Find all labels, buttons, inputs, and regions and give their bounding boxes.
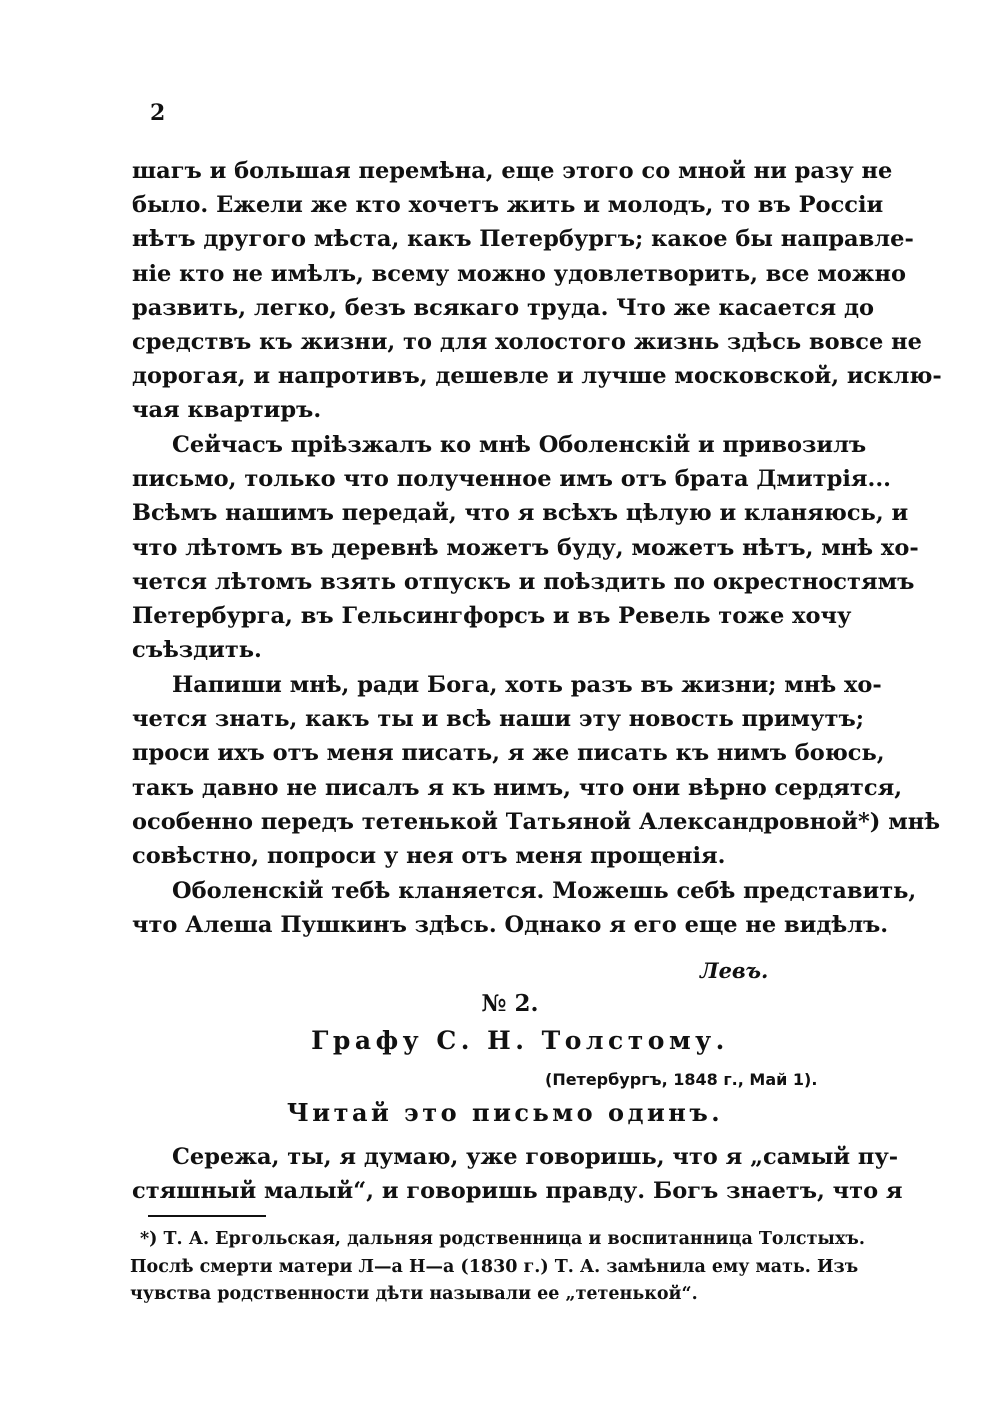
signature: Левъ. bbox=[700, 958, 769, 983]
footnote-divider bbox=[148, 1215, 266, 1217]
text-line: проси ихъ отъ меня писать, я же писать къ нимъ боюсь, bbox=[132, 740, 885, 767]
text-line: Всѣмъ нашимъ передай, что я всѣхъ цѣлую и кланяюсь, и bbox=[132, 500, 909, 527]
text-line: совѣстно, попроси у нея отъ меня прощенія. bbox=[132, 842, 726, 869]
paragraph-3 bbox=[132, 668, 941, 873]
text-line: Оболенскій тебѣ кланяется. Можешь себѣ представить, bbox=[172, 878, 917, 904]
text-line: средствъ къ жизни, то для холостого жизнь здѣсь вовсе не bbox=[132, 328, 922, 355]
paragraph-2 bbox=[132, 428, 919, 667]
text-line: что лѣтомъ въ деревнѣ можетъ буду, можетъ нѣтъ, мнѣ хо- bbox=[132, 534, 919, 561]
footnote-line: *) Т. А. Ергольская, дальняя родственница и воспитанница Толстыхъ. bbox=[140, 1229, 865, 1249]
text-line: такъ давно не писалъ я къ нимъ, что они вѣрно сердятся, bbox=[132, 774, 903, 801]
text-line: чая квартиръ. bbox=[132, 397, 322, 424]
text-line: Напиши мнѣ, ради Бога, хоть разъ въ жизни; мнѣ хо- bbox=[172, 672, 882, 698]
footnote-line: чувства родственности дѣти называли ее „тетенькой“. bbox=[130, 1284, 698, 1304]
page-number: 2 bbox=[150, 100, 166, 126]
text-line: письмо, только что полученное имъ отъ брата Дмитрія... bbox=[132, 466, 892, 493]
text-line: развить, легко, безъ всякаго труда. Что же касается до bbox=[132, 294, 874, 321]
text-line: особенно передъ тетенькой Татьяной Александровной*) мнѣ bbox=[132, 808, 941, 835]
text-line: что Алеша Пушкинъ здѣсь. Однако я его еще не видѣлъ. bbox=[132, 912, 889, 939]
letter-addressee: Графу С. Н. Толстому. bbox=[311, 1026, 729, 1055]
footnote-line: Послѣ смерти матери Л—а Н—а (1830 г.) Т. А. замѣнила ему мать. Изъ bbox=[130, 1256, 859, 1277]
letter-dateline: (Петербургъ, 1848 г., Май 1). bbox=[545, 1070, 818, 1089]
letter-instruction: Читай это письмо одинъ. bbox=[286, 1098, 724, 1127]
text-line: съѣздить. bbox=[132, 637, 262, 664]
text-line: Сейчасъ пріѣзжалъ ко мнѣ Оболенскій и привозилъ bbox=[172, 432, 867, 458]
text-line: было. Ежели же кто хочетъ жить и молодъ, то въ Россіи bbox=[132, 192, 884, 219]
text-line: нѣтъ другого мѣста, какъ Петербургъ; какое бы направле- bbox=[132, 226, 914, 253]
text-line: Сережа, ты, я думаю, уже говоришь, что я „самый пу- bbox=[172, 1144, 899, 1170]
paragraph-1 bbox=[132, 154, 942, 428]
text-line: чется лѣтомъ взять отпускъ и поѣздить по окрестностямъ bbox=[132, 568, 915, 595]
text-line: шагъ и большая перемѣна, еще этого со мной ни разу не bbox=[132, 158, 893, 184]
letter-number: № 2. bbox=[481, 990, 539, 1017]
text-line: чется знать, какъ ты и всѣ наши эту новость примутъ; bbox=[132, 706, 865, 733]
text-line: Петербурга, въ Гельсингфорсъ и въ Ревель тоже хочу bbox=[132, 602, 852, 629]
text-line: дорогая, и напротивъ, дешевле и лучше московской, исклю- bbox=[132, 363, 942, 390]
text-line: стяшный малый“, и говоришь правду. Богъ знаетъ, что я bbox=[132, 1178, 903, 1205]
footnote bbox=[130, 1226, 865, 1309]
paragraph-4 bbox=[132, 874, 917, 942]
letter-2-opening bbox=[132, 1140, 903, 1208]
text-line: ніе кто не имѣлъ, всему можно удовлетворить, все можно bbox=[132, 260, 906, 287]
